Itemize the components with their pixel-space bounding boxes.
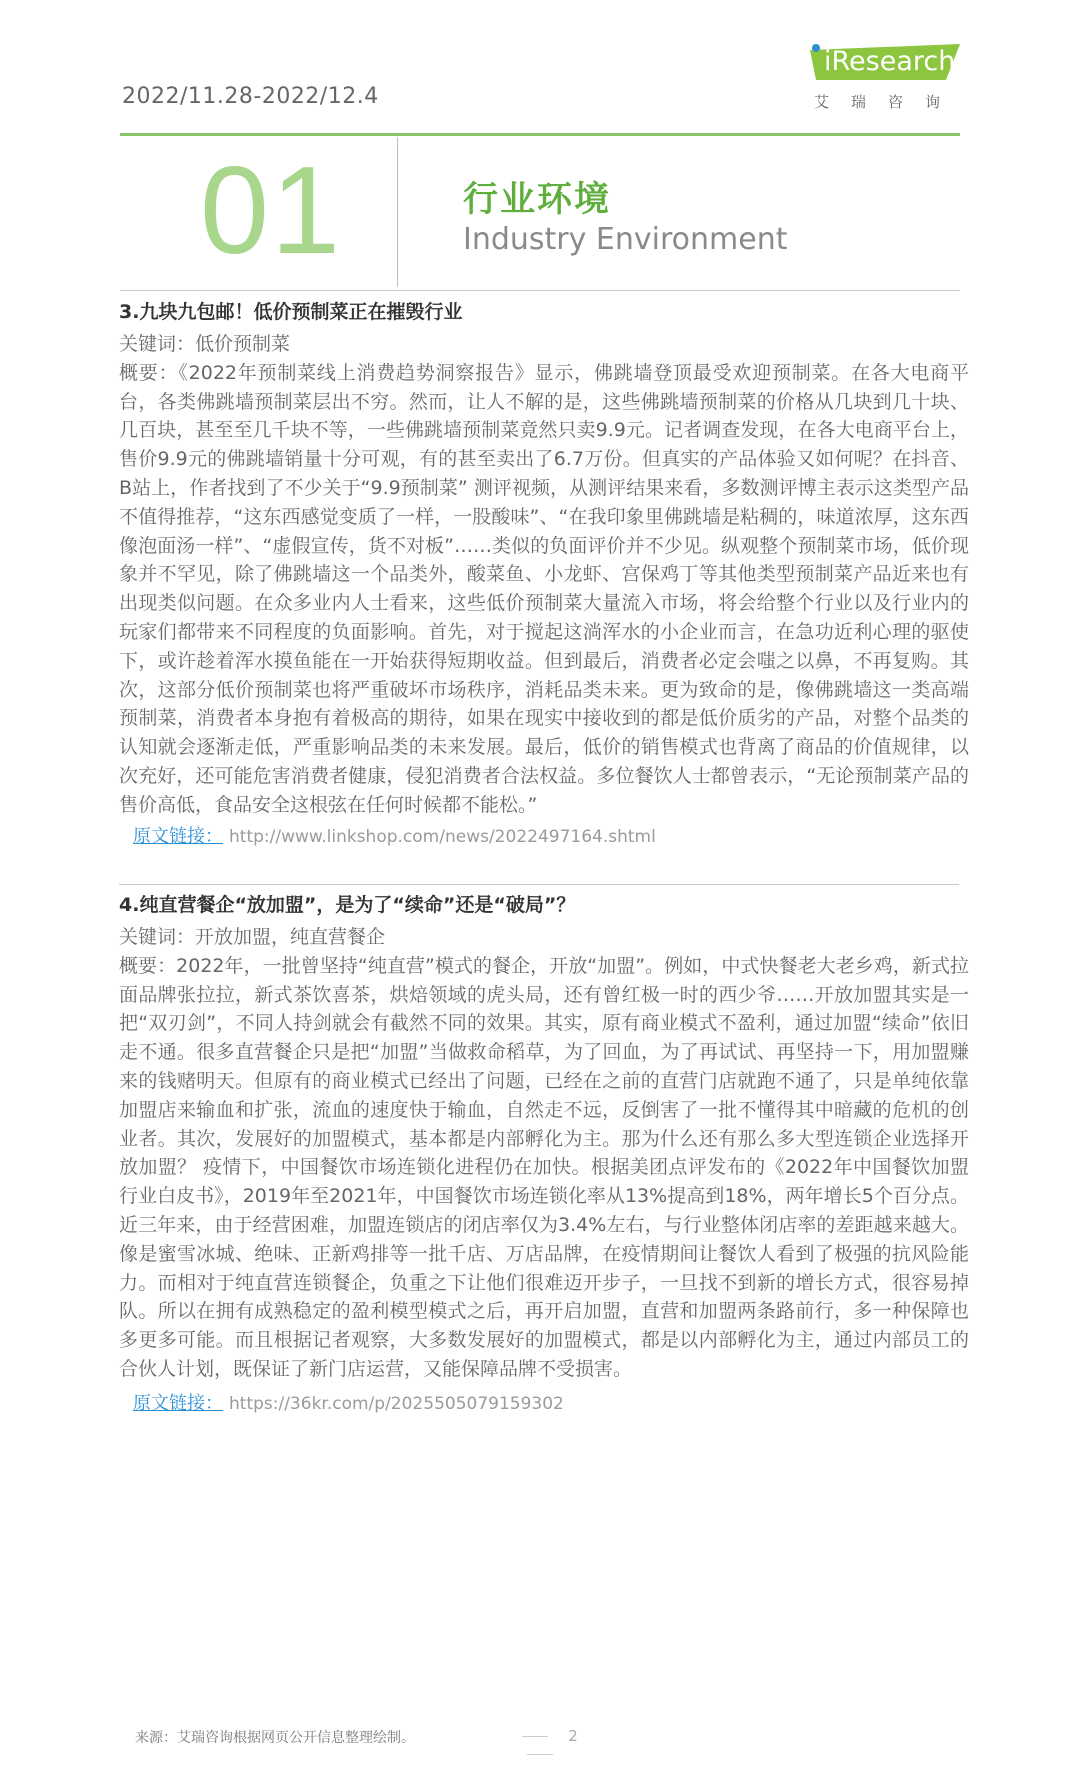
source-line: [119, 1390, 969, 1418]
article-title: 3.九块九包邮！低价预制菜正在摧毁行业: [119, 301, 463, 323]
article-summary: 概要：2022年，一批曾坚持“纯直营”模式的餐企，开放“加盟”。例如，中式快餐老大老乡鸡，新式拉面品牌张拉拉，新式茶饮喜茶，烘焙领域的虎头局，还有曾红极一时的西少爷……开放加盟其实是一把“双刃剑”，不同人持剑就会有截然不同的效果。其实，原有商业模式不盈利，通过加盟“续命”依旧走不通。很多直营餐企只是把“加盟”当做救命稻草，为了回血，为了再试试、再坚持一下，用加盟赚来的钱赌明天。但原有的商业模式已经出了问题，已经在之前的直营门店就跑不通了，只是单纯依靠加盟店来输血和扩张，流血的速度快于输血，自然走不远，反倒害了一批不懂得其中暗藏的危机的创业者。其次，发展好的加盟模式，基本都是内部孵化为主。那为什么还有那么多大型连锁企业选择开放加盟？ 疫情下，中国餐饮市场连锁化进程仍在加快。根据美团点评发布的《2022年中国餐饮加盟行业白皮书》，2019年至2021年，中国餐饮市场连锁化率从13%提高到18%，两年增长5个百分点。近三年来，由于经营困难，加盟连锁店的闭店率仅为3.4%左右，与行业整体闭店率的差距越来越大。像是蜜雪冰城、绝味、正新鸡排等一批千店、万店品牌，在疫情期间让餐饮人看到了极强的抗风险能力。而相对于纯直营连锁餐企，负重之下让他们很难迈开步子，一旦找不到新的增长方式，很容易掉队。所以在拥有成熟稳定的盈利模型模式之后，再开启加盟，直营和加盟两条路前行，多一种保障也多更多可能。而且根据记者观察，大多数发展好的加盟模式，都是以内部孵化为主，通过内部员工的合伙人计划，既保证了新门店运营，又能保障品牌不受损害。: [119, 954, 969, 1380]
section-title-cn: 行业环境: [463, 180, 612, 220]
section-title-en: Industry Environment: [463, 222, 788, 257]
source-link-label[interactable]: 原文链接：: [133, 825, 223, 847]
header-vertical-divider: [397, 137, 398, 287]
article-keywords: 关键词：低价预制菜: [119, 333, 291, 355]
logo-cn-text: 艾瑞咨询: [814, 93, 963, 111]
page-number-area: [480, 1727, 600, 1763]
article-keywords: 关键词：开放加盟，纯直营餐企: [119, 926, 386, 948]
article-summary: 概要：《2022年预制菜线上消费趋势洞察报告》显示，佛跳墙登顶最受欢迎预制菜。在各大电商平台，各类佛跳墙预制菜层出不穷。然而，让人不解的是，这些佛跳墙预制菜的价格从几块到几十块、几百块，甚至至几千块不等，一些佛跳墙预制菜竟然只卖9.9元。记者调查发现，在各大电商平台上，售价9.9元的佛跳墙销量十分可观，有的甚至卖出了6.7万份。但真实的产品体验又如何呢？在抖音、B站上，作者找到了不少关于“9.9预制菜” 测评视频，从测评结果来看，多数测评博主表示这类型产品不值得推荐，“这东西感觉变质了一样，一股酸味”、“在我印象里佛跳墙是粘稠的，味道浓厚，这东西像泡面汤一样”、“虚假宣传，货不对板”……类似的负面评价并不少见。纵观整个预制菜市场，低价现象并不罕见，除了佛跳墙这一个品类外，酸菜鱼、小龙虾、宫保鸡丁等其他类型预制菜产品近来也有出现类似问题。在众多业内人士看来，这些低价预制菜大量流入市场，将会给整个行业以及行业内的玩家们都带来不同程度的负面影响。首先，对于搅起这淌浑水的小企业而言，在急功近利心理的驱使下，或许趁着浑水摸鱼能在一开始获得短期收益。但到最后，消费者必定会嗤之以鼻，不再复购。其次，这部分低价预制菜也将严重破坏市场秩序，消耗品类未来。更为致命的是，像佛跳墙这一类高端预制菜，消费者本身抱有着极高的期待，如果在现实中接收到的都是低价质劣的产品，对整个品类的认知就会逐渐走低，严重影响品类的未来发展。最后，低价的销售模式也背离了商品的价值规律，以次充好，还可能危害消费者健康，侵犯消费者合法权益。多位餐饮人士都曾表示，“无论预制菜产品的售价高低，食品安全这根弦在任何时候都不能松。”: [119, 361, 969, 816]
logo-text: iResearch: [824, 46, 956, 77]
article-title: 4.纯直营餐企“放加盟”，是为了“续命”还是“破局”？: [119, 894, 576, 916]
header-top-rule: [120, 133, 960, 136]
section-number: 01: [200, 142, 342, 280]
iresearch-logo: [810, 38, 970, 113]
source-link-label[interactable]: 原文链接：: [133, 1392, 223, 1414]
source-line: [119, 823, 969, 851]
footer-source-note: 来源：艾瑞咨询根据网页公开信息整理绘制。: [135, 1730, 415, 1746]
date-range: 2022/11.28-2022/12.4: [122, 84, 379, 109]
page-dash-left: [522, 1736, 548, 1737]
article-3: [119, 297, 969, 851]
page-dash-right: [527, 1754, 553, 1755]
page-number: 2: [568, 1727, 578, 1745]
source-link-url[interactable]: https://36kr.com/p/2025505079159302: [229, 1393, 564, 1414]
header-bottom-rule: [120, 290, 960, 291]
source-link-url[interactable]: http://www.linkshop.com/news/2022497164.shtml: [229, 826, 656, 847]
article-4: [119, 890, 969, 1418]
article-divider: [119, 884, 959, 885]
